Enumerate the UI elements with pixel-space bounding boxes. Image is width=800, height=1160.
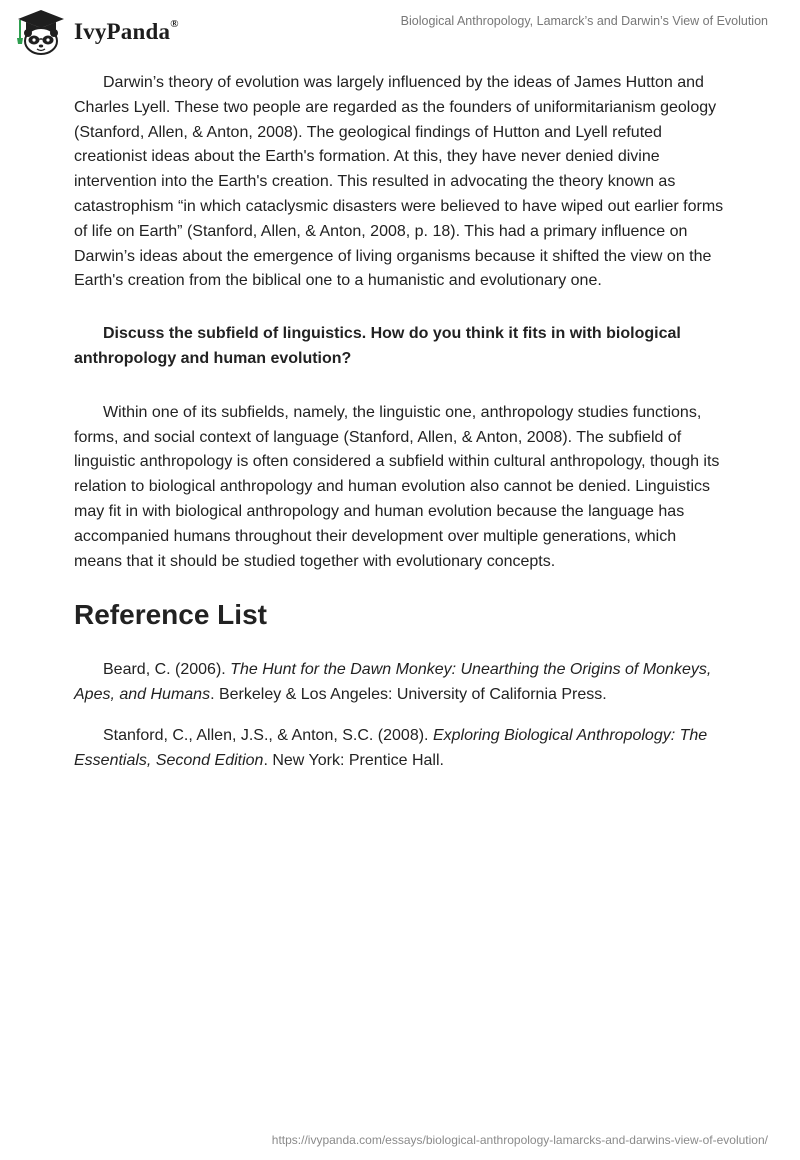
brand-name: IvyPanda® [74,18,179,44]
body-paragraph: Darwin’s theory of evolution was largely influenced by the ideas of James Hutton and Charles Lyell. These two people are regarded as the founders of uniformitarianism geology (Stanford, Allen, & Anton, 2008). The geological findings of Hutton and Lyell refuted creationist ideas about the Earth's formation. At this, they have never denied divine intervention into the Earth's creation. This resulted in advocating the theory known as catastrophism “in which cataclysmic disasters were believed to have wiped out earlier forms of life on Earth” (Stanford, Allen, & Anton, 2008, p. 18). This had a primary influence on Darwin’s ideas about the emergence of living organisms because it shifted the view on the Earth's creation from the biblical one to a humanistic and evolutionary one. [74,74,724,290]
source-url-link[interactable]: https://ivypanda.com/essays/biological-anthropology-lamarcks-and-darwins-view-of-evolution/ [271,1133,768,1147]
document-title: Biological Anthropology, Lamarck’s and Darwin’s View of Evolution [400,14,768,28]
body-paragraph: Within one of its subfields, namely, the linguistic one, anthropology studies functions, forms, and social context of language (Stanford, Allen, & Anton, 2008). The subfield of linguistic anthropology is often considered a subfield within cultural anthropology, though its relation to biological anthropology and human evolution also cannot be denied. Linguistics may fit in with biological anthropology and human evolution because the language has accompanied humans throughout their development over multiple generations, which means that it should be studied together with evolutionary concepts. [74,403,720,570]
essay-content [74,71,726,790]
reference-item: Beard, C. (2006). The Hunt for the Dawn Monkey: Unearthing the Origins of Monkeys, Apes, and Humans. Berkeley & Los Angeles: University of California Press. [74,661,712,704]
ivypanda-logo[interactable] [14,8,179,56]
reference-item: Stanford, C., Allen, J.S., & Anton, S.C. (2008). Exploring Biological Anthropology: The Essentials, Second Edition. New York: Prentice Hall. [74,726,708,769]
page-header [0,0,800,60]
reference-list-heading: Reference List [74,599,267,631]
question-heading: Discuss the subfield of linguistics. How do you think it fits in with biological anthropology and human evolution? [74,325,681,367]
panda-graduate-icon [14,8,68,56]
